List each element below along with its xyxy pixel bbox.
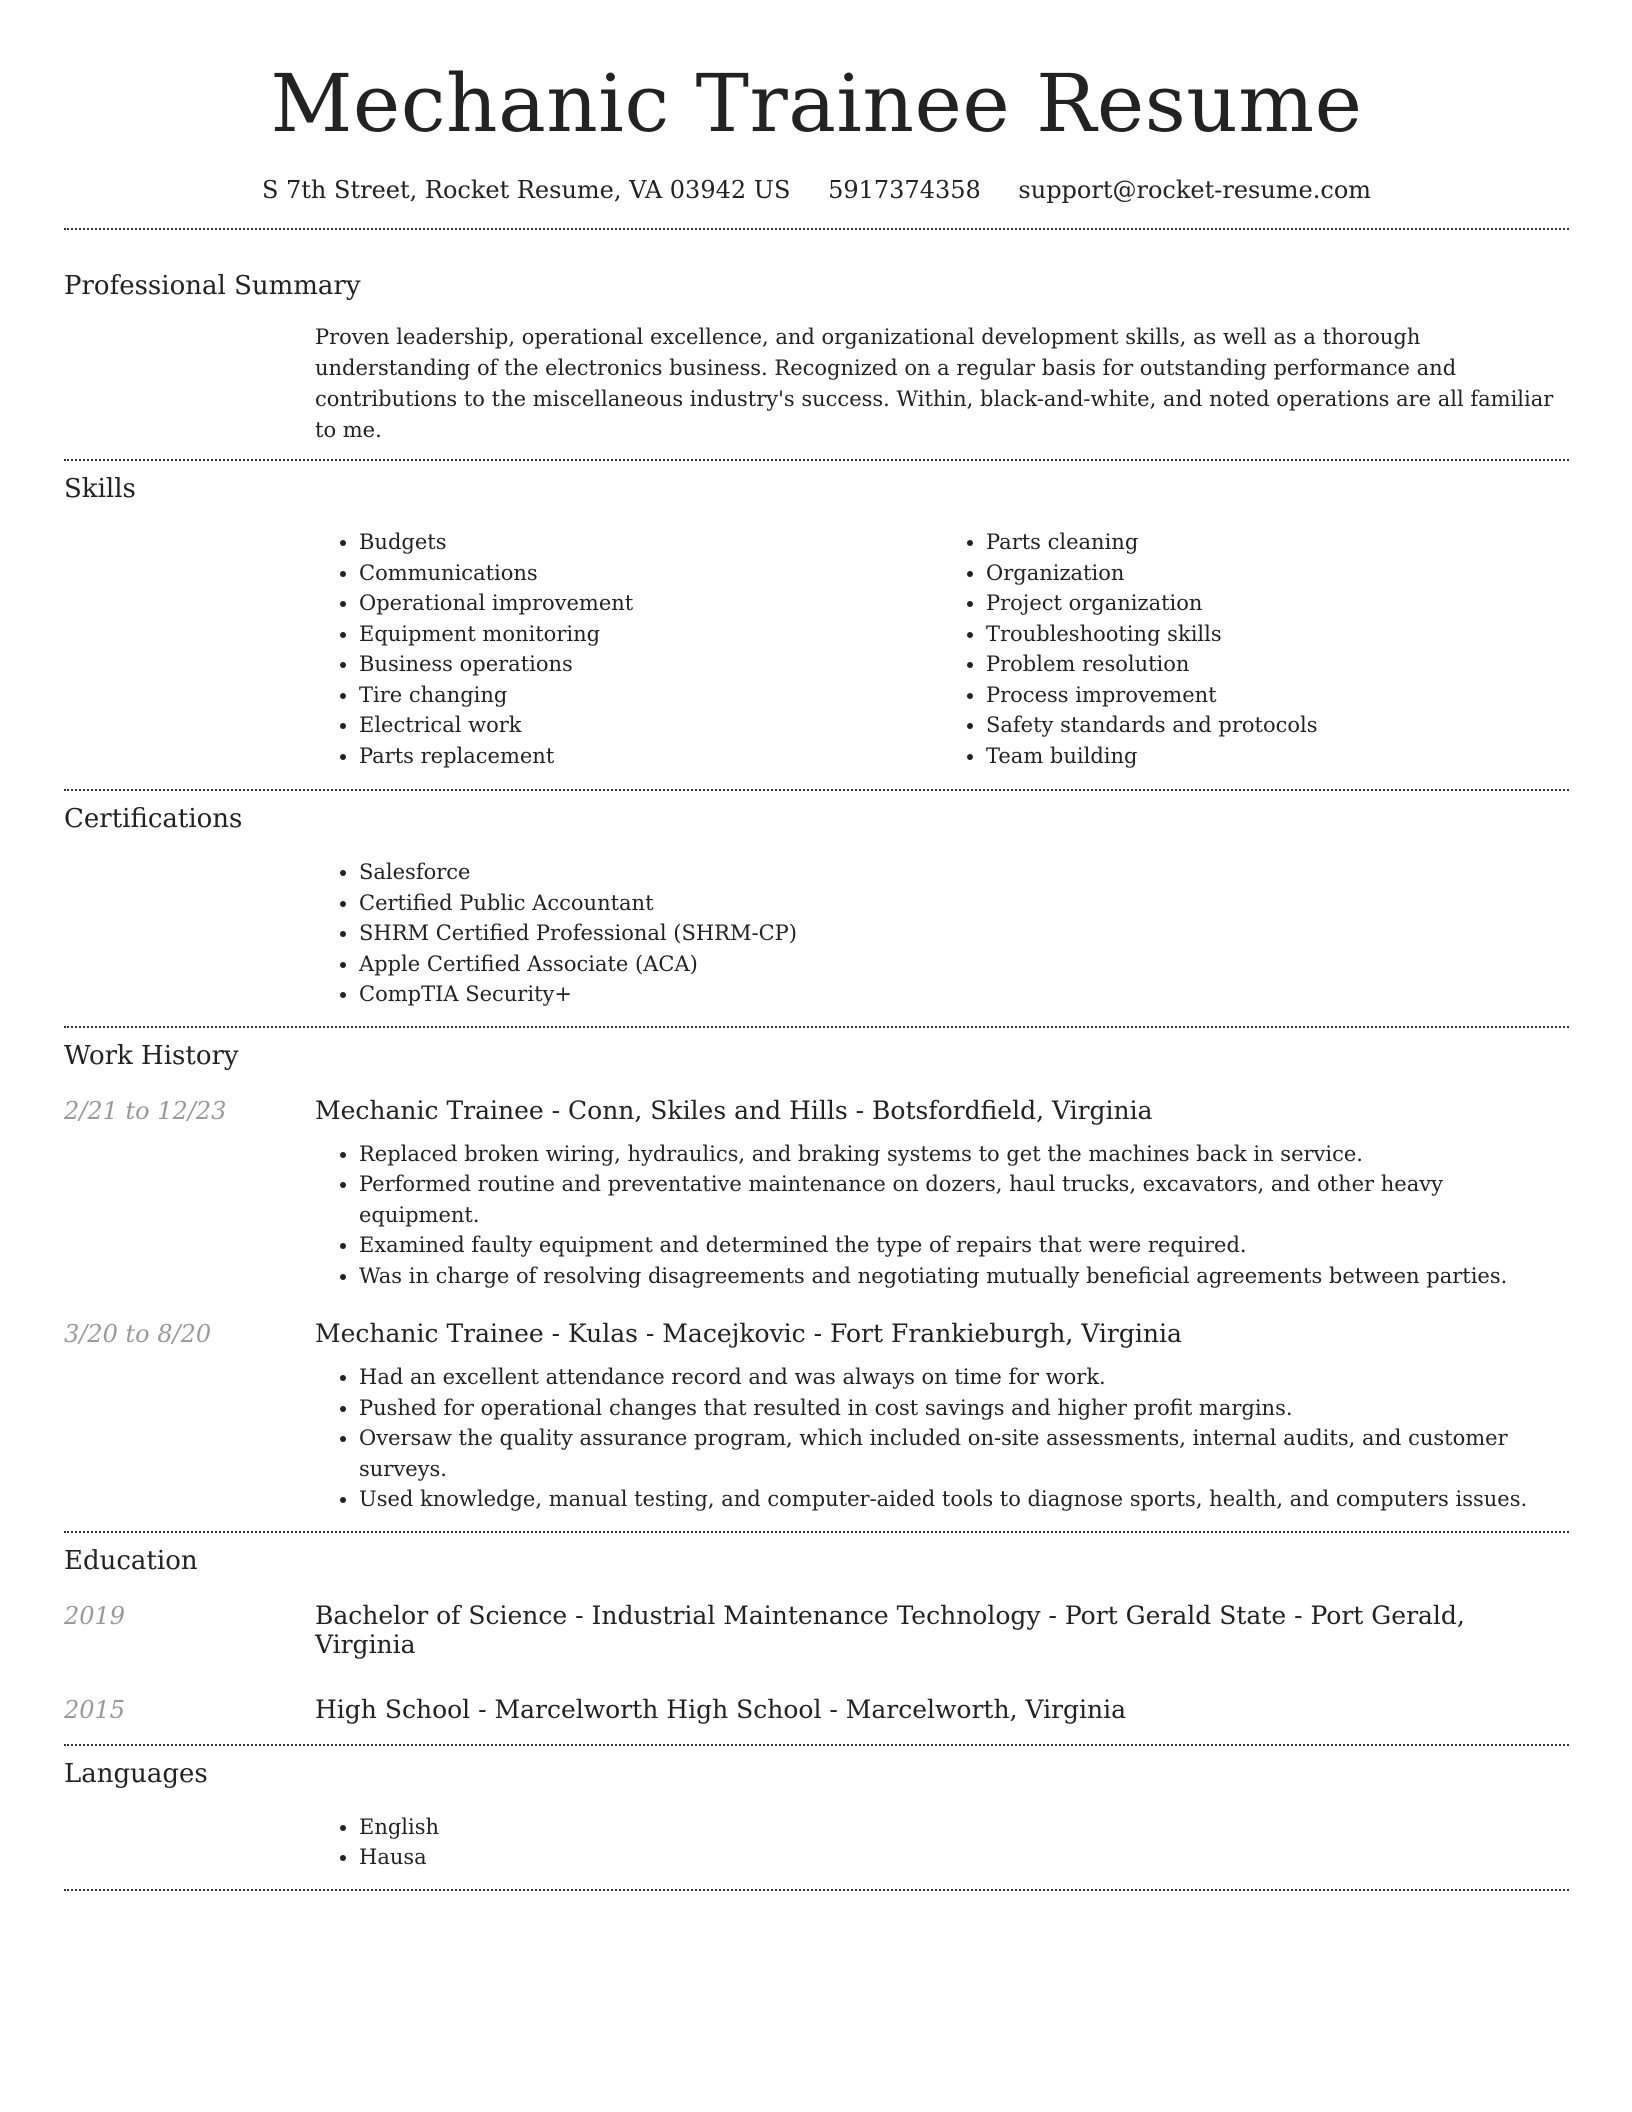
education-school: - Port Gerald State - Port Gerald, Virginia bbox=[315, 1600, 1465, 1659]
language-item: • Hausa bbox=[359, 1842, 1569, 1873]
resume-page bbox=[64, 0, 1569, 1891]
job-bullet: • Oversaw the quality assurance program, which included on-site assessments, internal audits, and customer surveys. bbox=[359, 1423, 1569, 1484]
education-year: 2019 bbox=[64, 1601, 126, 1630]
job-employer: - Kulas - Macejkovic - Fort Frankieburgh, Virginia bbox=[543, 1319, 1182, 1348]
education-entry bbox=[64, 1601, 1569, 1659]
education-heading bbox=[315, 1601, 1569, 1659]
education-school: - Marcelworth High School - Marcelworth, Virginia bbox=[470, 1694, 1127, 1724]
divider bbox=[64, 1889, 1569, 1891]
skill-item: • Tire changing bbox=[359, 680, 942, 711]
certification-item: • Salesforce bbox=[359, 857, 1569, 888]
skill-item: • Parts cleaning bbox=[986, 527, 1569, 558]
job-title: Mechanic Trainee bbox=[315, 1319, 544, 1348]
job-bullet: • Was in charge of resolving disagreements and negotiating mutually beneficial agreements between parties. bbox=[359, 1261, 1569, 1292]
job-dates: 2/21 to 12/23 bbox=[64, 1096, 227, 1125]
job-employer: - Conn, Skiles and Hills - Botsfordfield, Virginia bbox=[543, 1095, 1153, 1125]
skill-item: • Problem resolution bbox=[986, 649, 1569, 680]
section-heading: Certifications bbox=[64, 804, 243, 834]
email[interactable]: support@rocket-resume.com bbox=[1018, 176, 1372, 204]
certifications-section bbox=[64, 791, 1569, 1010]
certification-item: • CompTIA Security+ bbox=[359, 979, 1569, 1010]
education-heading bbox=[315, 1695, 1126, 1724]
skill-item: • Equipment monitoring bbox=[359, 619, 942, 650]
skills-list-right bbox=[942, 527, 1569, 771]
skill-item: • Communications bbox=[359, 558, 942, 589]
address: S 7th Street, Rocket Resume, VA 03942 US bbox=[261, 176, 791, 204]
language-item: • English bbox=[359, 1812, 1569, 1843]
summary-text: Proven leadership, operational excellence, and organizational development skills, as well as a thorough understanding of the electronics business. Recognized on a regular basis for outstanding performance and contributions to the miscellaneous industry's success. Within, black-and-white, and noted operations are all familiar to me. bbox=[315, 325, 1554, 442]
languages-list bbox=[315, 1812, 1569, 1873]
skill-item: • Electrical work bbox=[359, 710, 942, 741]
education-entry bbox=[64, 1695, 1569, 1724]
section-heading: Skills bbox=[64, 474, 136, 504]
job-heading bbox=[315, 1096, 1153, 1125]
job-entry bbox=[64, 1096, 1569, 1292]
job-bullet: • Had an excellent attendance record and was always on time for work. bbox=[359, 1362, 1569, 1393]
skill-item: • Team building bbox=[986, 741, 1569, 772]
contact-line bbox=[64, 174, 1569, 206]
skill-item: • Troubleshooting skills bbox=[986, 619, 1569, 650]
job-bullet: • Performed routine and preventative maintenance on dozers, haul trucks, excavators, and other heavy equipment. bbox=[359, 1169, 1569, 1230]
languages-section bbox=[64, 1746, 1569, 1873]
section-heading: Education bbox=[64, 1545, 198, 1576]
section-heading: Professional Summary bbox=[64, 271, 361, 301]
job-bullets bbox=[315, 1139, 1569, 1292]
job-bullets bbox=[315, 1362, 1569, 1515]
skill-item: • Business operations bbox=[359, 649, 942, 680]
certification-item: • SHRM Certified Professional (SHRM-CP) bbox=[359, 918, 1569, 949]
skill-item: • Project organization bbox=[986, 588, 1569, 619]
job-bullet: • Replaced broken wiring, hydraulics, and braking systems to get the machines back in service. bbox=[359, 1139, 1569, 1170]
summary-section bbox=[64, 230, 1569, 446]
certifications-list bbox=[315, 857, 1569, 1010]
education-degree: Bachelor of Science - Industrial Maintenance Technology bbox=[315, 1600, 1041, 1630]
job-entry bbox=[64, 1319, 1569, 1515]
skill-item: • Organization bbox=[986, 558, 1569, 589]
skill-item: • Budgets bbox=[359, 527, 942, 558]
education-year: 2015 bbox=[64, 1695, 126, 1724]
section-heading: Languages bbox=[64, 1758, 208, 1789]
job-bullet: • Used knowledge, manual testing, and computer-aided tools to diagnose sports, health, and computers issues. bbox=[359, 1484, 1569, 1515]
education-degree: High School bbox=[315, 1694, 471, 1724]
job-bullet: • Pushed for operational changes that resulted in cost savings and higher profit margins. bbox=[359, 1393, 1569, 1424]
phone: 5917374358 bbox=[828, 176, 981, 204]
skills-section bbox=[64, 461, 1569, 771]
section-heading: Work History bbox=[64, 1040, 239, 1071]
job-title: Mechanic Trainee bbox=[315, 1095, 544, 1125]
education-section bbox=[64, 1533, 1569, 1724]
job-bullet: • Examined faulty equipment and determined the type of repairs that were required. bbox=[359, 1230, 1569, 1261]
skill-item: • Operational improvement bbox=[359, 588, 942, 619]
resume-title: Mechanic Trainee Resume bbox=[270, 57, 1363, 150]
work-history-section bbox=[64, 1028, 1569, 1515]
certification-item: • Apple Certified Associate (ACA) bbox=[359, 949, 1569, 980]
job-heading bbox=[315, 1319, 1182, 1348]
certification-item: • Certified Public Accountant bbox=[359, 888, 1569, 919]
skills-list-left bbox=[315, 527, 942, 771]
job-dates: 3/20 to 8/20 bbox=[64, 1320, 212, 1348]
skill-item: • Process improvement bbox=[986, 680, 1569, 711]
skill-item: • Safety standards and protocols bbox=[986, 710, 1569, 741]
skill-item: • Parts replacement bbox=[359, 741, 942, 772]
